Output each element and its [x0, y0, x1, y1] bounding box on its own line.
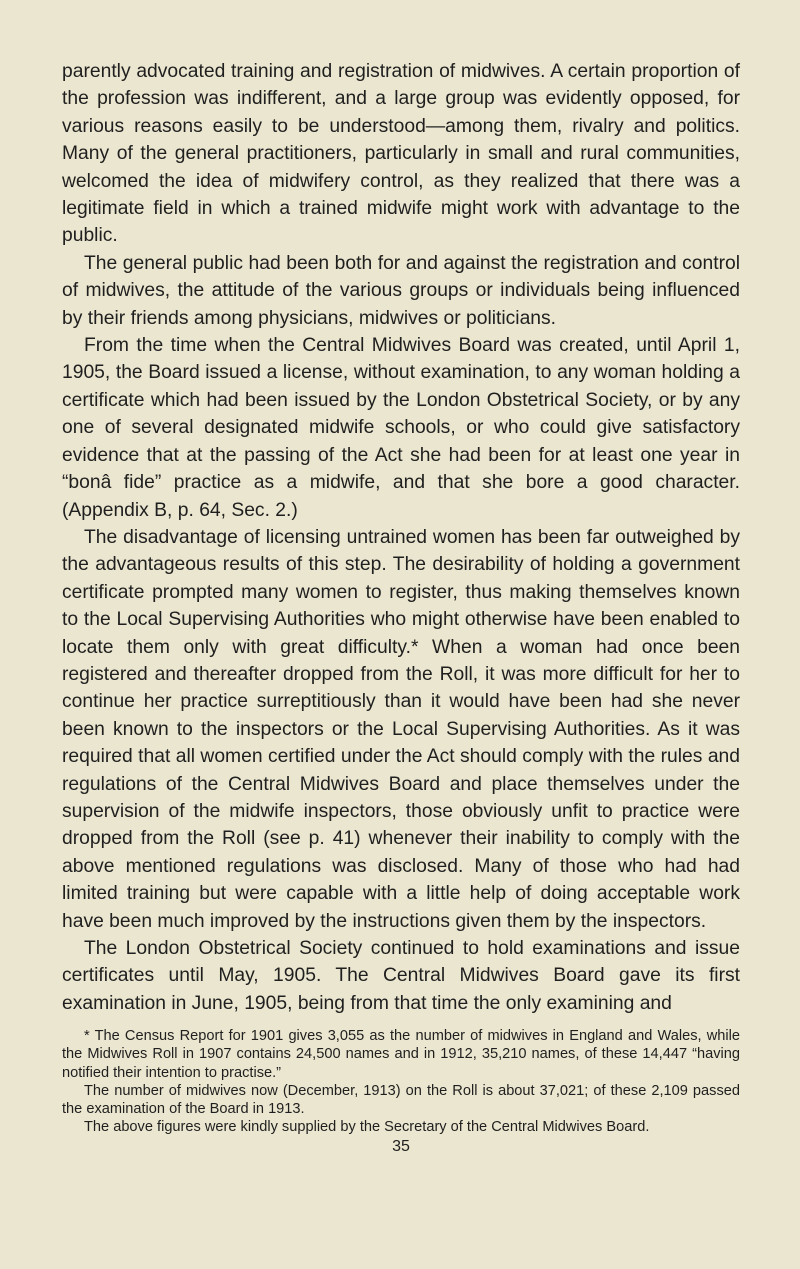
- paragraph: parently advocated training and registration of midwives. A certain proportion of the profession was indifferent, and a large group was evidently opposed, for various reasons easily to be understood—among them, rivalry and politics. Many of the general practitioners, particularly in small and rural communities, welcomed the idea of midwifery control, as they realized that there was a legitimate field in which a trained midwife might work with advantage to the public.: [62, 61, 740, 247]
- paragraph: The general public had been both for and against the registration and control of midwives, the attitude of the various groups or individuals being influenced by their friends among physicians, midwives or politicians.: [62, 252, 740, 329]
- page-number: 35: [392, 1138, 410, 1156]
- page: [62, 58, 740, 1156]
- footnotes: [62, 1027, 740, 1136]
- paragraph: The disadvantage of licensing untrained women has been far outweighed by the advantageous results of this step. The desirability of holding a government certificate prompted many women to register, thus making themselves known to the Local Supervising Authorities who might otherwise have been enabled to locate them only with great difficulty.* When a woman had once been registered and thereafter dropped from the Roll, it was more difficult for her to continue her practice surreptitiously than it would have been had she never been known to the inspectors or the Local Supervising Authorities. As it was required that all women certified under the Act should comply with the rules and regulations of the Central Midwives Board and place themselves under the supervision of the midwife inspectors, those obviously unfit to practice were dropped from the Roll (see p. 41) whenever their inability to comply with the above mentioned regulations was disclosed. Many of those who had had limited training but were capable with a little help of doing acceptable work have been much improved by the instructions given them by the inspectors.: [62, 526, 740, 932]
- footnote: The above figures were kindly supplied by the Secretary of the Central Midwives Board.: [84, 1119, 650, 1136]
- body-text: [62, 58, 740, 1017]
- footnote: The number of midwives now (December, 1913) on the Roll is about 37,021; of these 2,109 passed the examination of the Board in 1913.: [62, 1082, 740, 1118]
- paragraph: From the time when the Central Midwives Board was created, until April 1, 1905, the Board issued a license, without examination, to any woman holding a certificate which had been issued by the London Obstetrical Society, or by any one of several designated midwife schools, or who could give satisfactory evidence that at the passing of the Act she had been for at least one year in “bonâ fide” practice as a midwife, and that she bore a good character. (Appendix B, p. 64, Sec. 2.): [62, 335, 740, 521]
- paragraph: The London Obstetrical Society continued to hold examinations and issue certificates until May, 1905. The Central Midwives Board gave its first examination in June, 1905, being from that time the only examining and: [62, 938, 740, 1014]
- footnote: * The Census Report for 1901 gives 3,055 as the number of midwives in England and Wales, while the Midwives Roll in 1907 contains 24,500 names and in 1912, 35,210 names, of these 14,447 “having notified their intention to practise.”: [62, 1028, 740, 1081]
